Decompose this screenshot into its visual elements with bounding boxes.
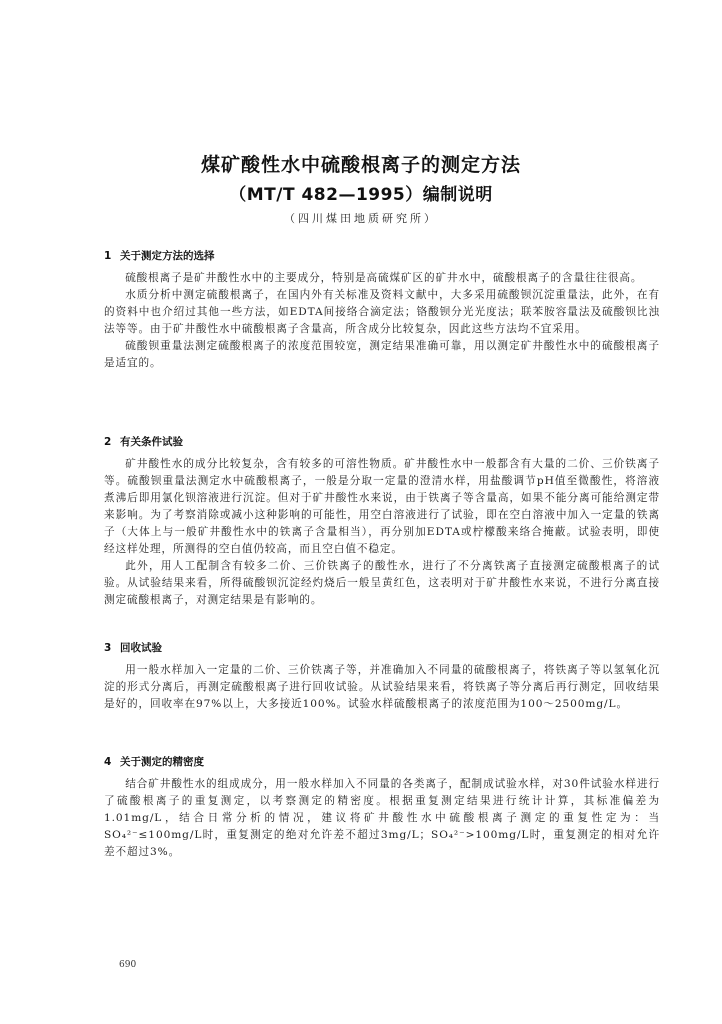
section-recovery-test [104, 640, 660, 713]
section-number: 4 [104, 756, 112, 768]
section-heading [104, 754, 660, 770]
document-author: （四川煤田地质研究所） [284, 212, 438, 225]
paragraph: 此外，用人工配制含有较多二价、三价铁离子的酸性水，进行了不分离铁离子直接测定硫酸根离子的试验。从试验结果来看，所得硫酸钡沉淀经灼烧后一般呈黄红色，这表明对于矿井酸性水来说，不进行分离直接测定硫酸根离子，对测定结果是有影响的。 [104, 560, 660, 606]
section-heading [104, 640, 660, 656]
document-subtitle: （MT/T 482—1995）编制说明 [229, 185, 493, 205]
section-title: 关于测定方法的选择 [120, 250, 215, 262]
paragraph: 矿井酸性水的成分比较复杂，含有较多的可溶性物质。矿井酸性水中一般都含有大量的二价、三价铁离子等。硫酸钡重量法测定水中硫酸根离子，一般是分取一定量的澄清水样，用盐酸调节pH值至微酸性，将溶液煮沸后即用氯化钡溶液进行沉淀。但对于矿井酸性水来说，由于铁离子等含量高，如果不能分离可能给测定带来影响。为了考察消除或减小这种影响的可能性，用空白溶液进行了试验，即在空白溶液中加入一定量的铁离子（大体上与一般矿井酸性水中的铁离子含量相当），再分别加EDTA或柠檬酸来络合掩蔽。试验表明，即使经这样处理，所测得的空白值仍较高，而且空白值不稳定。 [104, 458, 660, 555]
page-number: 690 [119, 960, 137, 970]
document-title: 煤矿酸性水中硫酸根离子的测定方法 [200, 154, 521, 176]
section-heading [104, 434, 660, 450]
paragraph: 硫酸根离子是矿井酸性水中的主要成分，特别是高硫煤矿区的矿井水中，硫酸根离子的含量往往很高。 [125, 272, 643, 284]
section-precision [104, 754, 660, 861]
section-heading [104, 248, 660, 264]
section-title: 关于测定的精密度 [120, 756, 204, 768]
section-number: 1 [104, 250, 112, 262]
section-condition-tests [104, 434, 660, 609]
section-title: 有关条件试验 [120, 436, 183, 448]
section-method-selection [104, 248, 660, 372]
paragraph: 结合矿井酸性水的组成成分，用一般水样加入不同量的各类离子，配制成试验水样，对30件试验水样进行了硫酸根离子的重复测定，以考察测定的精密度。根据重复测定结果进行统计计算，其标准偏差为1.01mg/L，结合日常分析的情况，建议将矿井酸性水中硫酸根离子测定的重复性定为：当SO₄²⁻≤100mg/L时，重复测定的绝对允许差不超过3mg/L；SO₄²⁻>100mg/L时，重复测定的相对允许差不超过3%。 [104, 778, 660, 858]
paragraph: 用一般水样加入一定量的二价、三价铁离子等，并准确加入不同量的硫酸根离子，将铁离子等以氢氧化沉淀的形式分离后，再测定硫酸根离子进行回收试验。从试验结果来看，将铁离子等分离后再行测定，回收结果是好的，回收率在97%以上，大多接近100%。试验水样硫酸根离子的浓度范围为100～2500mg/L。 [104, 664, 660, 710]
section-number: 3 [104, 642, 112, 654]
section-number: 2 [104, 436, 112, 448]
section-title: 回收试验 [120, 642, 162, 654]
paragraph: 水质分析中测定硫酸根离子，在国内外有关标准及资料文献中，大多采用硫酸钡沉淀重量法，此外，在有的资料中也介绍过其他一些方法，如EDTA间接络合滴定法；铬酸钡分光光度法；联苯胺容量法及硫酸钡比浊法等等。由于矿井酸性水中硫酸根离子含量高，所含成分比较复杂，因此这些方法均不宜采用。 [104, 289, 660, 335]
paragraph: 硫酸钡重量法测定硫酸根离子的浓度范围较宽，测定结果准确可靠，用以测定矿井酸性水中的硫酸根离子是适宜的。 [104, 340, 660, 369]
